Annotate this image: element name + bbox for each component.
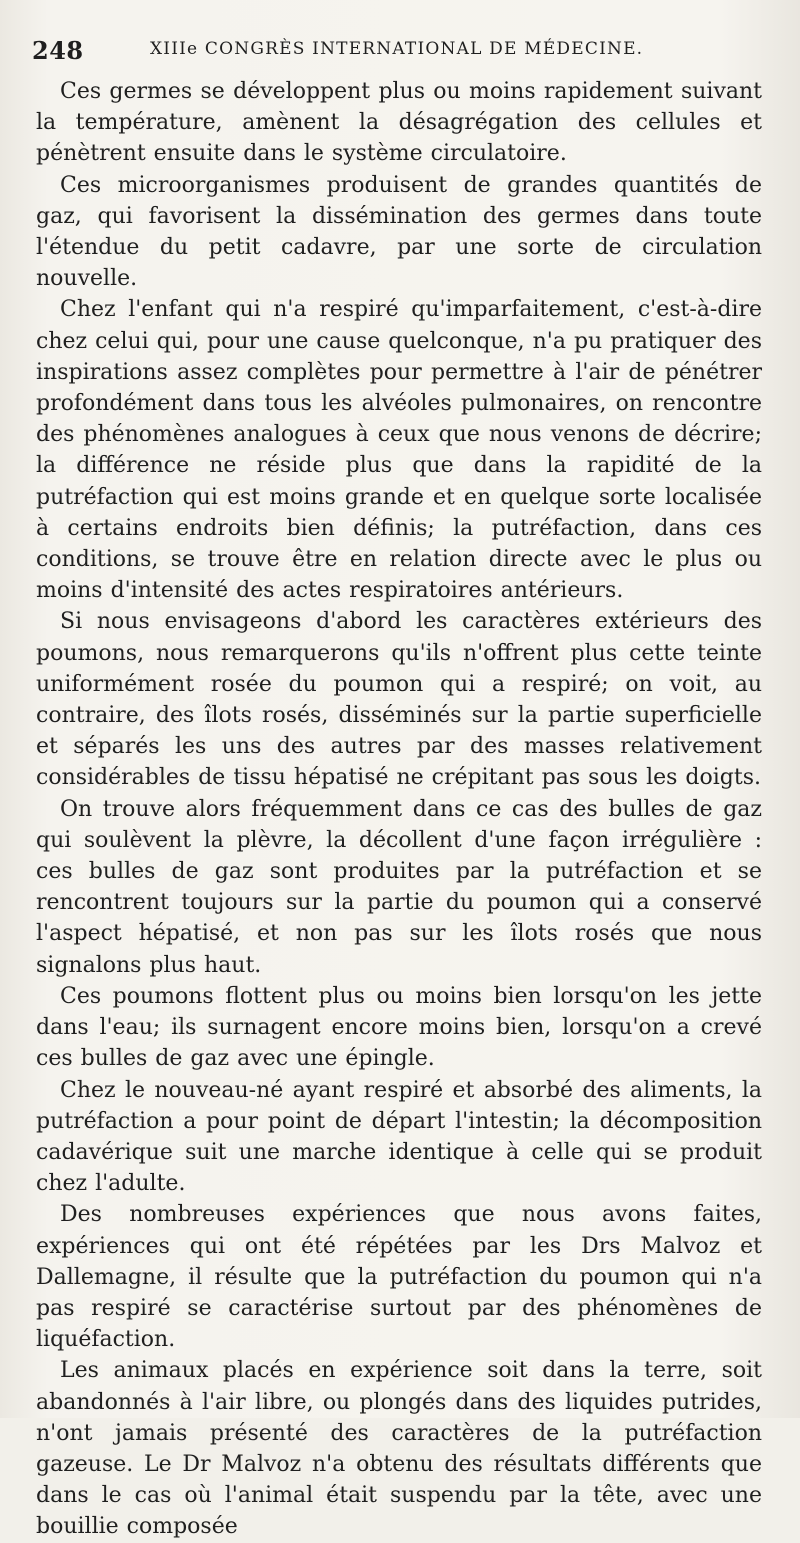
running-head: XIIIe CONGRÈS INTERNATIONAL DE MÉDECINE. <box>150 39 644 59</box>
page-header <box>32 36 752 64</box>
paragraph: Les animaux placés en expérience soit dans la terre, soit abandonnés à l'air libre, ou plongés dans des liquides putrides, n'ont jamais présenté des caractères de la putréfaction gazeuse. Le Dr Malvoz n'a obtenu des résultats différents que dans le cas où l'animal était suspendu par la tête, avec une bouillie composée <box>36 1358 762 1540</box>
paragraph: Ces microorganismes produisent de grandes quantités de gaz, qui favorisent la dissémination des germes dans toute l'étendue du petit cadavre, par une sorte de circulation nouvelle. <box>36 172 762 292</box>
page-number: 248 <box>32 36 84 65</box>
paragraph: Chez le nouveau-né ayant respiré et absorbé des aliments, la putréfaction a pour point de départ l'intestin; la décomposition cadavérique suit une marche identique à celle qui se produit chez l'adulte. <box>36 1077 762 1197</box>
paragraph: Si nous envisageons d'abord les caractères extérieurs des poumons, nous remarquerons qu'ils n'offrent plus cette teinte uniformément rosée du poumon qui a respiré; on voit, au contraire, des îlots rosés, disséminés sur la partie superficielle et séparés les uns des autres par des masses relativement considérables de tissu hépatisé ne crépitant pas sous les doigts. <box>36 609 762 791</box>
paragraph: Des nombreuses expériences que nous avons faites, expériences qui ont été répétées par les Drs Malvoz et Dallemagne, il résulte que la putréfaction du poumon qui n'a pas respiré se caractérise surtout par des phénomènes de liquéfaction. <box>36 1202 762 1353</box>
body-text <box>36 76 762 1543</box>
paragraph: Chez l'enfant qui n'a respiré qu'imparfaitement, c'est-à-dire chez celui qui, pour une cause quelconque, n'a pu pratiquer des inspirations assez complètes pour permettre à l'air de pénétrer profondément dans tous les alvéoles pulmonaires, on rencontre des phénomènes analogues à ceux que nous venons de décrire; la différence ne réside plus que dans la rapidité de la putréfaction qui est moins grande et en quelque sorte localisée à certains endroits bien définis; la putréfaction, dans ces conditions, se trouve être en relation directe avec le plus ou moins d'intensité des actes respiratoires antérieurs. <box>36 297 762 604</box>
paragraph: Ces germes se développent plus ou moins rapidement suivant la température, amènent la désagrégation des cellules et pénètrent ensuite dans le système circulatoire. <box>36 79 762 167</box>
paragraph: Ces poumons flottent plus ou moins bien lorsqu'on les jette dans l'eau; ils surnagent encore moins bien, lorsqu'on a crevé ces bulles de gaz avec une épingle. <box>36 983 762 1072</box>
paragraph: On trouve alors fréquemment dans ce cas des bulles de gaz qui soulèvent la plèvre, la décollent d'une façon irrégulière : ces bulles de gaz sont produites par la putréfaction et se rencontrent toujours sur la partie du poumon qui a conservé l'aspect hépatisé, et non pas sur les îlots rosés que nous signalons plus haut. <box>36 796 762 978</box>
